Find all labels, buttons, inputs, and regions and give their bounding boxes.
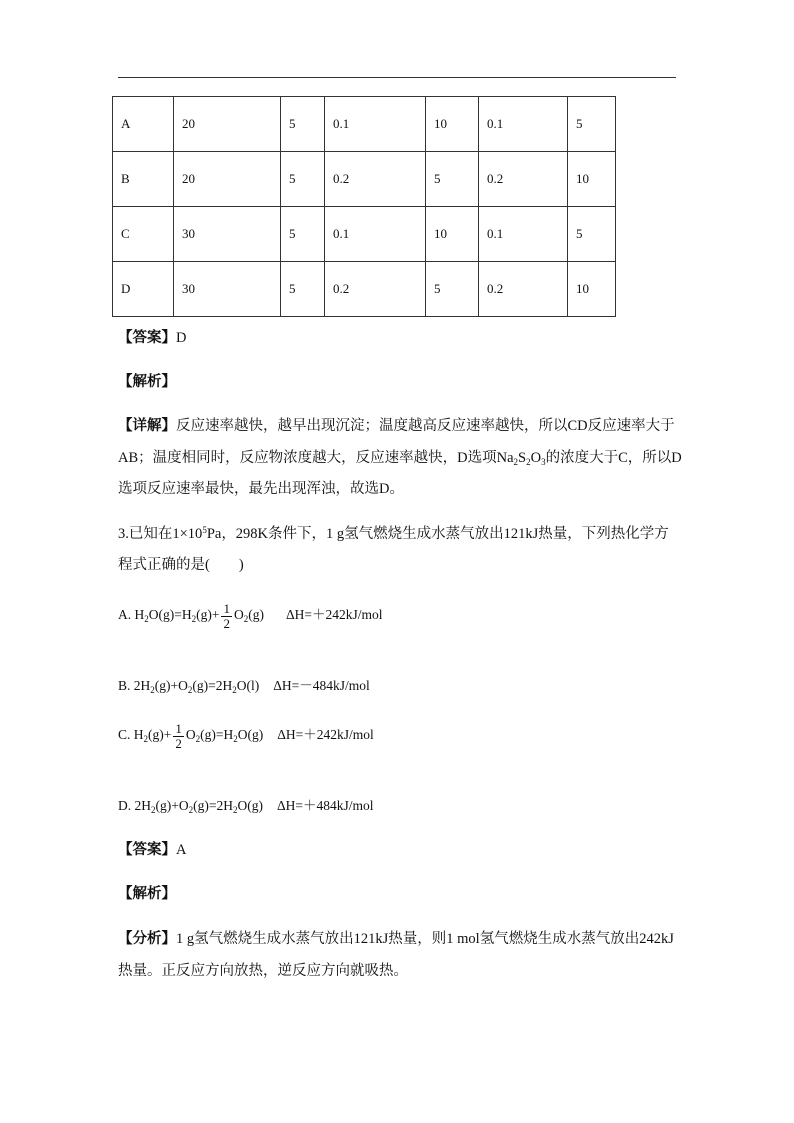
table-cell: 30 (174, 207, 281, 262)
experiment-table (112, 96, 616, 317)
table-cell: 30 (174, 262, 281, 317)
enthalpy-value: ΔH=＋242kJ/mol (277, 727, 374, 743)
q3-analysis-line-2: 热量。正反应方向放热，逆反应方向就吸热。 (118, 963, 408, 979)
q2-analysis-tag: 【解析】 (118, 374, 176, 390)
table-cell: 5 (426, 152, 479, 207)
fraction-denominator: 2 (223, 615, 230, 631)
table-cell: 5 (568, 97, 616, 152)
table-cell: A (113, 97, 174, 152)
table-cell: 5 (426, 262, 479, 317)
table-row (113, 152, 616, 207)
table-cell: 5 (281, 262, 325, 317)
option-a: A. $H_2O(g)=H_2(g)+$ $\frac{1}{2}$ $O_2(g)$ ΔH=＋242kJ/mol (118, 601, 383, 631)
table-cell: 0.1 (325, 207, 426, 262)
table-cell: 10 (426, 207, 479, 262)
table-cell: 10 (568, 262, 616, 317)
option-c: C. $H_2(g)+$ $\frac{1}{2}$ $O_2(g)=H_2O(g)$ ΔH=＋242kJ/mol (118, 721, 374, 751)
answer-tag: 【答案】 (118, 842, 176, 858)
table-cell: C (113, 207, 174, 262)
q3-stem-line-1 (118, 522, 669, 543)
table-cell: 0.2 (479, 152, 568, 207)
detail-text: 的浓度大于C，所以D (545, 450, 682, 466)
fraction (221, 602, 232, 630)
table-cell: 10 (568, 152, 616, 207)
stem-exponent: 5 (202, 525, 207, 535)
detail-text: O (530, 450, 542, 466)
q2-detail-line-1 (118, 414, 675, 435)
table-cell: B (113, 152, 174, 207)
table-cell: 0.2 (325, 152, 426, 207)
table-cell: 5 (281, 152, 325, 207)
option-label: A. (118, 607, 132, 623)
table-cell: 0.1 (479, 97, 568, 152)
stem-text: 3.已知在1×10 (118, 526, 203, 542)
analysis-text: 1 g氢气燃烧生成水蒸气放出121kJ热量，则1 mol氢气燃烧生成水蒸气放出242kJ (176, 931, 674, 947)
table-row (113, 97, 616, 152)
option-label: D. (118, 798, 132, 813)
detail-text: 反应速率越快，越早出现沉淀；温度越高反应速率越快，所以CD反应速率大于 (176, 418, 675, 434)
q3-stem-line-2: 程式正确的是( ) (118, 557, 244, 573)
q2-answer (118, 326, 186, 347)
table-cell: 0.1 (479, 207, 568, 262)
stem-text: Pa，298K条件下，1 g氢气燃烧生成水蒸气放出121kJ热量，下列热化学方 (206, 526, 669, 542)
table-row (113, 262, 616, 317)
answer-value: A (176, 842, 187, 858)
header-rule (118, 77, 676, 78)
answer-tag: 【答案】 (118, 330, 176, 346)
enthalpy-value: ΔH=－484kJ/mol (273, 678, 370, 693)
option-b: B. $2H_2(g)+O_2(g)=2H_2O(l)$ ΔH=－484kJ/mol (118, 678, 370, 695)
option-label: B. (118, 678, 131, 693)
fraction-numerator: 1 (223, 601, 230, 616)
answer-value: D (176, 330, 187, 346)
q3-answer (118, 838, 186, 859)
q2-detail-line-3: 选项反应速率最快，最先出现浑浊，故选D。 (118, 481, 404, 497)
table-cell: 5 (568, 207, 616, 262)
table-cell: 0.2 (325, 262, 426, 317)
detail-text: AB；温度相同时，反应物浓度越大，反应速率越快，D选项Na (118, 450, 514, 466)
fraction (173, 722, 184, 750)
fraction-numerator: 1 (175, 721, 182, 736)
table-cell: 0.1 (325, 97, 426, 152)
table-cell: 10 (426, 97, 479, 152)
table-cell: 5 (281, 97, 325, 152)
option-d: D. $2H_2(g)+O_2(g)=2H_2O(g)$ ΔH=＋484kJ/mol (118, 798, 374, 815)
table-body (113, 97, 616, 317)
detail-text: S (518, 450, 527, 466)
q2-detail-line-2: AB；温度相同时，反应物浓度越大，反应速率越快，D选项$Na_2S_2O_3$的浓度大于C，所以D (118, 450, 682, 467)
table-cell: D (113, 262, 174, 317)
detail-tag: 【详解】 (118, 418, 176, 434)
table-cell: 20 (174, 152, 281, 207)
enthalpy-value: ΔH=＋484kJ/mol (276, 798, 374, 813)
fraction-denominator: 2 (175, 735, 182, 751)
analysis-detail-tag: 【分析】 (118, 931, 176, 947)
option-label: C. (118, 727, 131, 743)
q3-analysis-line-1 (118, 927, 674, 948)
table-cell: 0.2 (479, 262, 568, 317)
table-row (113, 207, 616, 262)
q3-analysis-tag: 【解析】 (118, 886, 176, 902)
table-cell: 20 (174, 97, 281, 152)
enthalpy-value: ΔH=＋242kJ/mol (285, 607, 383, 623)
table-cell: 5 (281, 207, 325, 262)
